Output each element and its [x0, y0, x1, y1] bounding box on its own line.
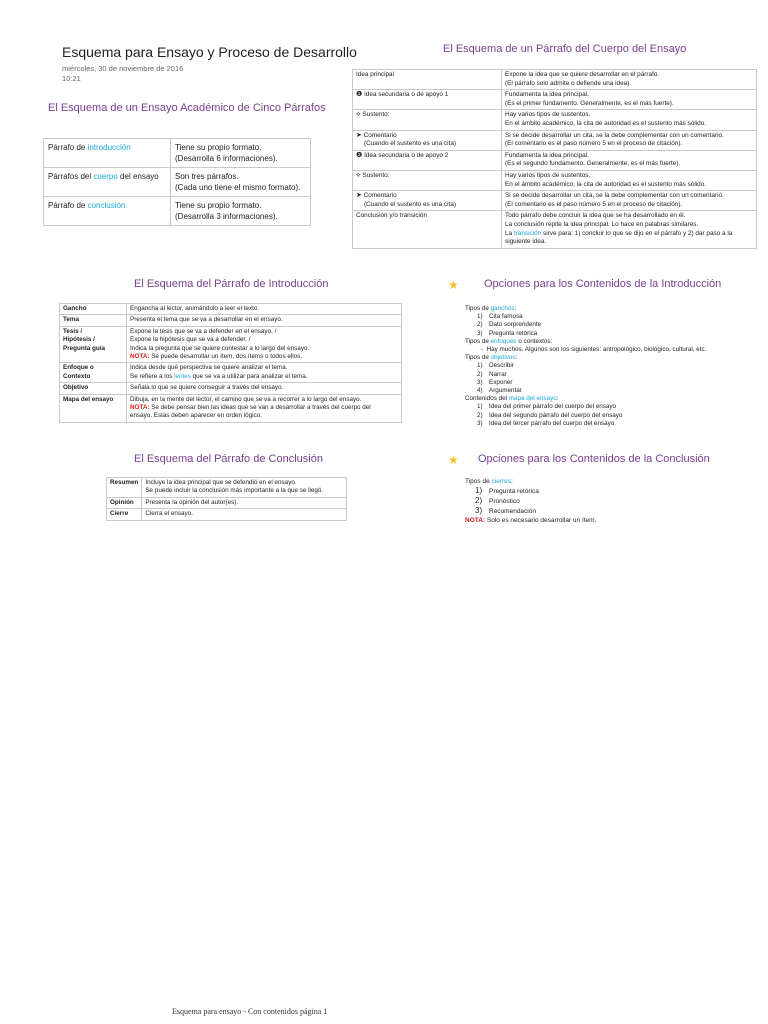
- table-cell: Gancho: [60, 304, 127, 315]
- list-item: 1) Pregunta retórica: [475, 486, 539, 495]
- table-cell: ⟡ Sustento:: [353, 170, 502, 190]
- conclusion-options-list: Tipos de cierres: 1) Pregunta retórica 2) Pronóstico 3) Recomendación NOTA: Solo es necesario desarrollar un ítem.: [465, 477, 755, 525]
- table-cell: Opinión: [107, 497, 142, 508]
- table-cell: Expone la idea que se quiere desarrollar en el párrafo. (El párrafo solo admite o defiende una idea).: [502, 70, 757, 90]
- table-row: [107, 478, 347, 498]
- table-cell: Conclusión y/o transición: [353, 211, 502, 248]
- list-item: 3) Idea del tercer párrafo del cuerpo del ensayo: [477, 419, 615, 427]
- table-row: [107, 509, 347, 520]
- five-paragraph-table: [43, 138, 311, 226]
- table-cell: Hay varios tipos de sustentos. En el ámbito académico, la cita de autoridad es el sustento más sólido.: [502, 170, 757, 190]
- table-cell: Párrafos del cuerpo del ensayo: [44, 168, 171, 197]
- list-item: 2) Narrar: [477, 370, 507, 378]
- table-row: [44, 197, 311, 226]
- table-row: [353, 150, 757, 170]
- list-item: 2) Dato sorprendente: [477, 321, 542, 329]
- table-cell: Enfoque o Contexto: [60, 363, 127, 383]
- keyword: cuerpo: [93, 172, 118, 181]
- diamond-icon: ⟡: [356, 111, 361, 119]
- table-cell: Cierra el ensayo.: [142, 509, 347, 520]
- intro-paragraph-heading: El Esquema del Párrafo de Introducción: [134, 278, 329, 290]
- table-row: [60, 383, 402, 394]
- table-cell: Fundamenta la idea principal. (Es el segundo fundamento. Generalmente, es el más fuerte).: [502, 150, 757, 170]
- table-row: [44, 139, 311, 168]
- table-cell: Tema: [60, 315, 127, 326]
- table-cell: ❷ Idea secundaria o de apoyo 2: [353, 150, 502, 170]
- list-item: 3) Exponer: [477, 378, 513, 386]
- table-cell: Expone la tesis que se va a defender en el ensayo. / Expone la hipótesis que se va a defender. / Indica la pregunta que se quiere contestar a lo largo del ensayo. NOTA: Se puede desarrollar un ítem, dos ítems o todos ellos.: [127, 326, 402, 363]
- star-icon: ★: [448, 453, 459, 467]
- star-icon: ★: [448, 278, 459, 292]
- table-cell: Incluye la idea principal que se defendió en el ensayo. Se puede incluir la conclusión más importante a la que se llegó.: [142, 478, 347, 498]
- table-cell: Indica desde qué perspectiva se quiere analizar el tema. Se refiere a los lentes que se va a utilizar para analizar el tema.: [127, 363, 402, 383]
- list-item: 2) Idea del segundo párrafo del cuerpo del ensayo: [477, 411, 623, 419]
- table-row: [353, 211, 757, 248]
- table-row: [353, 130, 757, 150]
- table-cell: Objetivo: [60, 383, 127, 394]
- keyword: introducción: [87, 143, 131, 152]
- diamond-icon: ⟡: [356, 171, 361, 179]
- table-row: [60, 326, 402, 363]
- table-cell: Idea principal: [353, 70, 502, 90]
- keyword: lentes: [174, 372, 191, 380]
- list-item: 1) Idea del primer párrafo del cuerpo del ensayo: [477, 403, 617, 411]
- page-title: Esquema para Ensayo y Proceso de Desarrollo: [62, 44, 357, 60]
- keyword: transición: [513, 229, 542, 237]
- arrow-icon: ➤: [356, 192, 362, 200]
- table-cell: Párrafo de conclusión: [44, 197, 171, 226]
- page-footer: Esquema para ensayo - Con contenidos página 1: [172, 1007, 328, 1016]
- intro-paragraph-table: [59, 303, 402, 423]
- table-cell: Señala lo que se quiere conseguir a través del ensayo.: [127, 383, 402, 394]
- list-item: 1) Describir: [477, 362, 514, 370]
- table-row: [353, 191, 757, 211]
- table-cell: Tiene su propio formato. (Desarrolla 6 informaciones).: [171, 139, 311, 168]
- list-item: 4) Argumentar: [477, 387, 522, 395]
- table-cell: Si se decide desarrollar un cita, se la debe complementar con un comentario. (El comentario es el paso número 5 en el proceso de citación).: [502, 130, 757, 150]
- table-cell: Resumen: [107, 478, 142, 498]
- table-row: [353, 90, 757, 110]
- conclusion-paragraph-heading: El Esquema del Párrafo de Conclusión: [134, 453, 323, 465]
- list-item: - Hay muchos. Algunos son los siguientes: antropológico, biológico, cultural, etc.: [481, 346, 707, 354]
- page-date: miércoles, 30 de noviembre de 2016: [62, 64, 184, 73]
- table-cell: ❶ Idea secundaria o de apoyo 1: [353, 90, 502, 110]
- table-row: [44, 168, 311, 197]
- intro-options-list: Tipos de ganchos: 1) Cita famosa 2) Dato sorprendente 3) Pregunta retórica Tipos de enfoques o contextos: - Hay muchos. Algunos son los siguientes: antropológico, biológico, cultural, etc. Tipos de objetivos: 1) Describir 2) Narrar 3) Exponer 4) Argumentar Contenidos del mapa del ensayo: 1) Idea del primer párrafo del cuerpo del ensayo 2) Idea del segundo párrafo del cuerpo del ensayo 3) Idea del tercer párrafo del cuerpo del ensayo: [465, 305, 755, 428]
- arrow-icon: ➤: [356, 131, 362, 139]
- list-item: 3) Recomendación: [475, 506, 536, 515]
- table-row: [107, 497, 347, 508]
- dash-icon: -: [481, 346, 487, 354]
- numbered-circle-icon: ❷: [356, 151, 363, 159]
- table-row: [60, 394, 402, 422]
- table-cell: Presenta el tema que se va a desarrollar en el ensayo.: [127, 315, 402, 326]
- table-cell: Tiene su propio formato. (Desarrolla 3 informaciones).: [171, 197, 311, 226]
- table-cell: Son tres párrafos. (Cada uno tiene el mismo formato).: [171, 168, 311, 197]
- table-cell: Todo párrafo debe concluir la idea que se ha desarrollado en él. La conclusión repite la idea principal. Lo hace en palabras similares. La transición sirve para: 1) concluir lo que se dijo en el párrafo y 2) dar paso a la siguiente idea.: [502, 211, 757, 248]
- list-item: 3) Pregunta retórica: [477, 329, 538, 337]
- five-paragraph-heading: El Esquema de un Ensayo Académico de Cinco Párrafos: [48, 102, 326, 114]
- table-cell: Si se decide desarrollar un cita, se la debe complementar con un comentario. (El comentario es el paso número 5 en el proceso de citación).: [502, 191, 757, 211]
- table-cell: ➤ Comentario (Cuando el sustento es una cita): [353, 130, 502, 150]
- conclusion-paragraph-table: [106, 477, 347, 521]
- table-cell: Engancha al lector, animándolo a leer el texto.: [127, 304, 402, 315]
- table-cell: Presenta la opinión del autor(es).: [142, 497, 347, 508]
- table-cell: ⟡ Sustento:: [353, 110, 502, 130]
- conclusion-options-heading: Opciones para los Contenidos de la Conclusión: [478, 453, 710, 465]
- table-row: [60, 304, 402, 315]
- list-item: 2) Pronóstico: [475, 496, 520, 505]
- table-row: [60, 363, 402, 383]
- table-cell: Fundamenta la idea principal. (Es el primer fundamento. Generalmente, es el más fuerte).: [502, 90, 757, 110]
- intro-options-heading: Opciones para los Contenidos de la Introducción: [484, 278, 722, 290]
- table-row: [60, 315, 402, 326]
- table-row: [353, 170, 757, 190]
- table-cell: Hay varios tipos de sustentos. En el ámbito académico, la cita de autoridad es el sustento más sólido.: [502, 110, 757, 130]
- keyword: conclusión: [87, 201, 126, 210]
- table-row: [353, 70, 757, 90]
- table-cell: Mapa del ensayo: [60, 394, 127, 422]
- numbered-circle-icon: ❶: [356, 91, 363, 99]
- table-cell: ➤ Comentario (Cuando el sustento es una cita): [353, 191, 502, 211]
- table-cell: Cierre: [107, 509, 142, 520]
- list-item: 1) Cita famosa: [477, 313, 523, 321]
- table-cell: Dibuja, en la mente del lector, el camino que se va a recorrer a lo largo del ensayo. NOTA: Se debe pensar bien las ideas que se van a desarrollar a través del cuerpo del ensayo. Estas deben aparecer en orden lógico.: [127, 394, 402, 422]
- table-cell: Tesis / Hipótesis / Pregunta guía: [60, 326, 127, 363]
- table-cell: Párrafo de introducción: [44, 139, 171, 168]
- body-paragraph-heading: El Esquema de un Párrafo del Cuerpo del Ensayo: [443, 43, 687, 55]
- body-paragraph-table: [352, 69, 757, 249]
- table-row: [353, 110, 757, 130]
- page-time: 10:21: [62, 74, 81, 83]
